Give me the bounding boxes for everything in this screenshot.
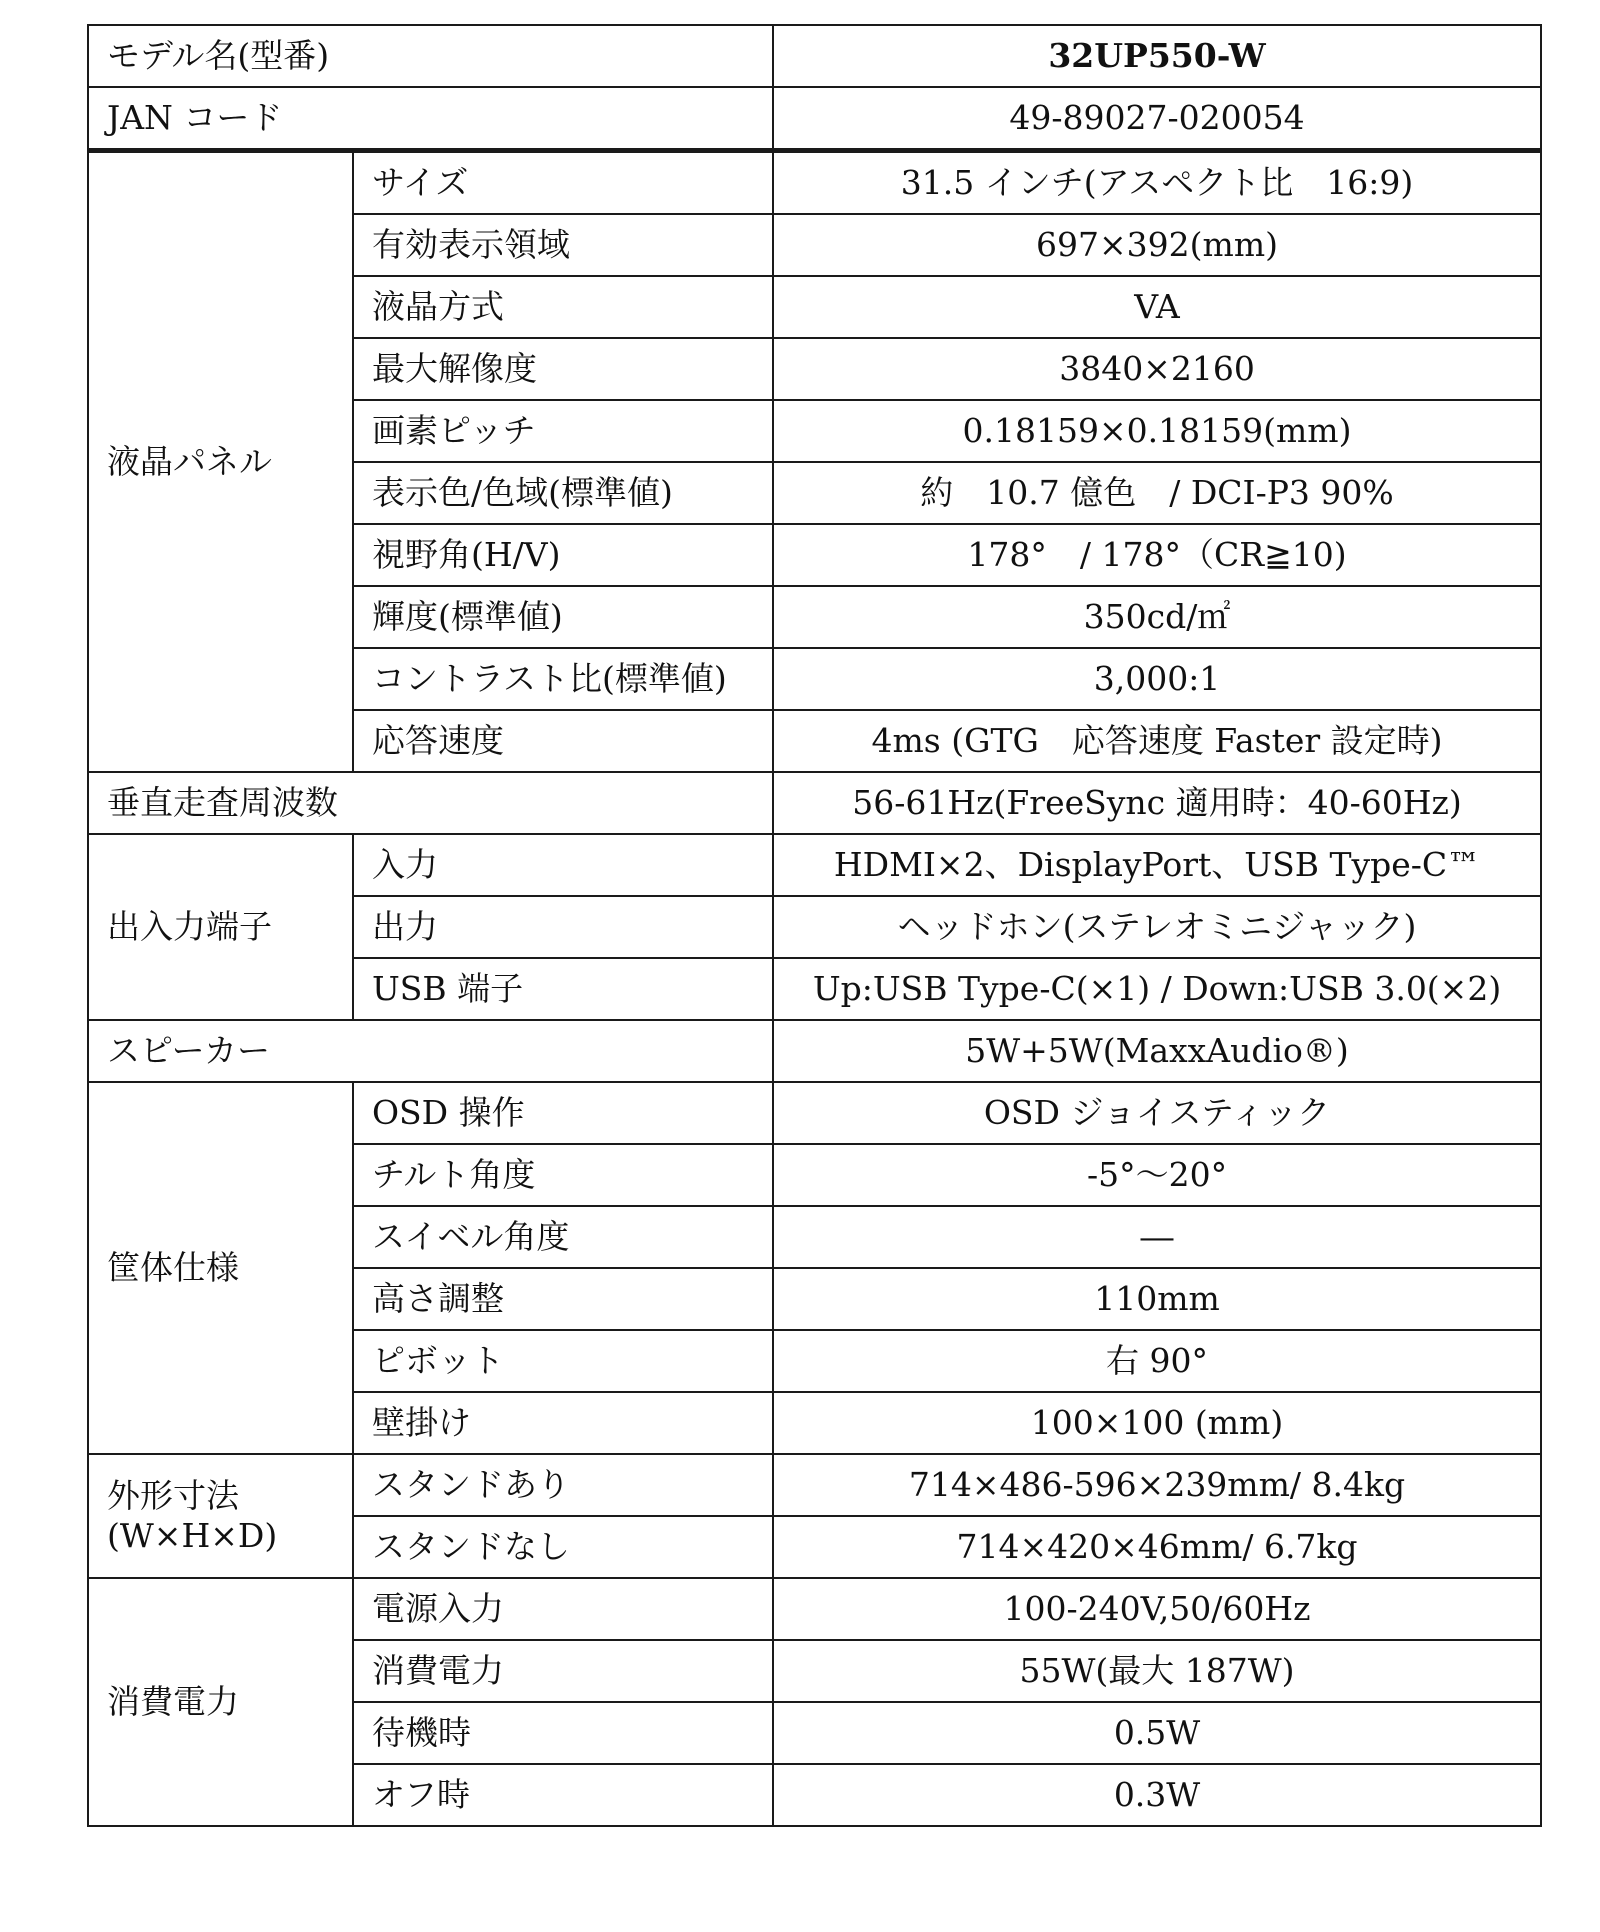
- row-value: 4ms (GTG 応答速度 Faster 設定時): [773, 710, 1541, 772]
- row-label: 高さ調整: [353, 1268, 773, 1330]
- row-value: 右 90°: [773, 1330, 1541, 1392]
- row-label: コントラスト比(標準値): [353, 648, 773, 710]
- row-label: ピボット: [353, 1330, 773, 1392]
- row-value: 697×392(mm): [773, 214, 1541, 276]
- row-label: 最大解像度: [353, 338, 773, 400]
- table-row: [88, 1020, 1541, 1082]
- row-label: 有効表示領域: [353, 214, 773, 276]
- row-value: 0.18159×0.18159(mm): [773, 400, 1541, 462]
- row-value: 0.5W: [773, 1702, 1541, 1764]
- row-value: 56-61Hz(FreeSync 適用時：40-60Hz): [773, 772, 1541, 834]
- row-value: 714×486-596×239mm/ 8.4kg: [773, 1454, 1541, 1516]
- row-value: 110mm: [773, 1268, 1541, 1330]
- row-label: USB 端子: [353, 958, 773, 1020]
- row-value: 55W(最大 187W): [773, 1640, 1541, 1702]
- row-value: 0.3W: [773, 1764, 1541, 1826]
- group-label-refresh: 垂直走査周波数: [88, 772, 773, 834]
- row-value: 714×420×46mm/ 6.7kg: [773, 1516, 1541, 1578]
- group-label-chassis: 筐体仕様: [88, 1082, 353, 1454]
- table-row: [88, 1454, 1541, 1516]
- spec-table: [87, 24, 1542, 1827]
- row-label: 消費電力: [353, 1640, 773, 1702]
- model-value: 32UP550-W: [773, 25, 1541, 87]
- table-row: [88, 25, 1541, 87]
- row-label: 視野角(H/V): [353, 524, 773, 586]
- row-value: 100×100 (mm): [773, 1392, 1541, 1454]
- row-value: 350cd/㎡: [773, 586, 1541, 648]
- row-value: ―: [773, 1206, 1541, 1268]
- row-value: 178° / 178°（CR≧10): [773, 524, 1541, 586]
- row-label: スタンドなし: [353, 1516, 773, 1578]
- row-value: 約 10.7 億色 / DCI-P3 90%: [773, 462, 1541, 524]
- row-label: スタンドあり: [353, 1454, 773, 1516]
- table-row: [88, 772, 1541, 834]
- group-label-power: 消費電力: [88, 1578, 353, 1826]
- row-label: OSD 操作: [353, 1082, 773, 1144]
- row-value: 31.5 インチ(アスペクト比 16:9): [773, 151, 1541, 215]
- table-row: [88, 1082, 1541, 1144]
- table-row: [88, 1578, 1541, 1640]
- row-label: 出力: [353, 896, 773, 958]
- row-value: VA: [773, 276, 1541, 338]
- group-label-ports: 出入力端子: [88, 834, 353, 1020]
- row-label: スイベル角度: [353, 1206, 773, 1268]
- row-value: 5W+5W(MaxxAudio®): [773, 1020, 1541, 1082]
- group-label-speaker: スピーカー: [88, 1020, 773, 1082]
- row-value: Up:USB Type-C(×1) / Down:USB 3.0(×2): [773, 958, 1541, 1020]
- row-label: チルト角度: [353, 1144, 773, 1206]
- row-value: 3840×2160: [773, 338, 1541, 400]
- row-value: 100-240V,50/60Hz: [773, 1578, 1541, 1640]
- jan-value: 49-89027-020054: [773, 87, 1541, 151]
- row-label: 応答速度: [353, 710, 773, 772]
- row-label: 入力: [353, 834, 773, 896]
- row-label: 液晶方式: [353, 276, 773, 338]
- group-label-dimensions: 外形寸法 (W×H×D): [88, 1454, 353, 1578]
- jan-label: JAN コード: [88, 87, 773, 151]
- row-label: サイズ: [353, 151, 773, 215]
- row-label: 電源入力: [353, 1578, 773, 1640]
- row-label: 表示色/色域(標準値): [353, 462, 773, 524]
- row-value: OSD ジョイスティック: [773, 1082, 1541, 1144]
- row-value: ヘッドホン(ステレオミニジャック): [773, 896, 1541, 958]
- model-label: モデル名(型番): [88, 25, 773, 87]
- row-label: 輝度(標準値): [353, 586, 773, 648]
- row-value: -5°～20°: [773, 1144, 1541, 1206]
- row-label: 画素ピッチ: [353, 400, 773, 462]
- table-row: [88, 834, 1541, 896]
- table-row: [88, 151, 1541, 215]
- row-label: 壁掛け: [353, 1392, 773, 1454]
- row-label: 待機時: [353, 1702, 773, 1764]
- group-label-panel: 液晶パネル: [88, 151, 353, 773]
- row-value: HDMI×2、DisplayPort、USB Type-C™: [773, 834, 1541, 896]
- table-row: [88, 87, 1541, 151]
- row-label: オフ時: [353, 1764, 773, 1826]
- row-value: 3,000:1: [773, 648, 1541, 710]
